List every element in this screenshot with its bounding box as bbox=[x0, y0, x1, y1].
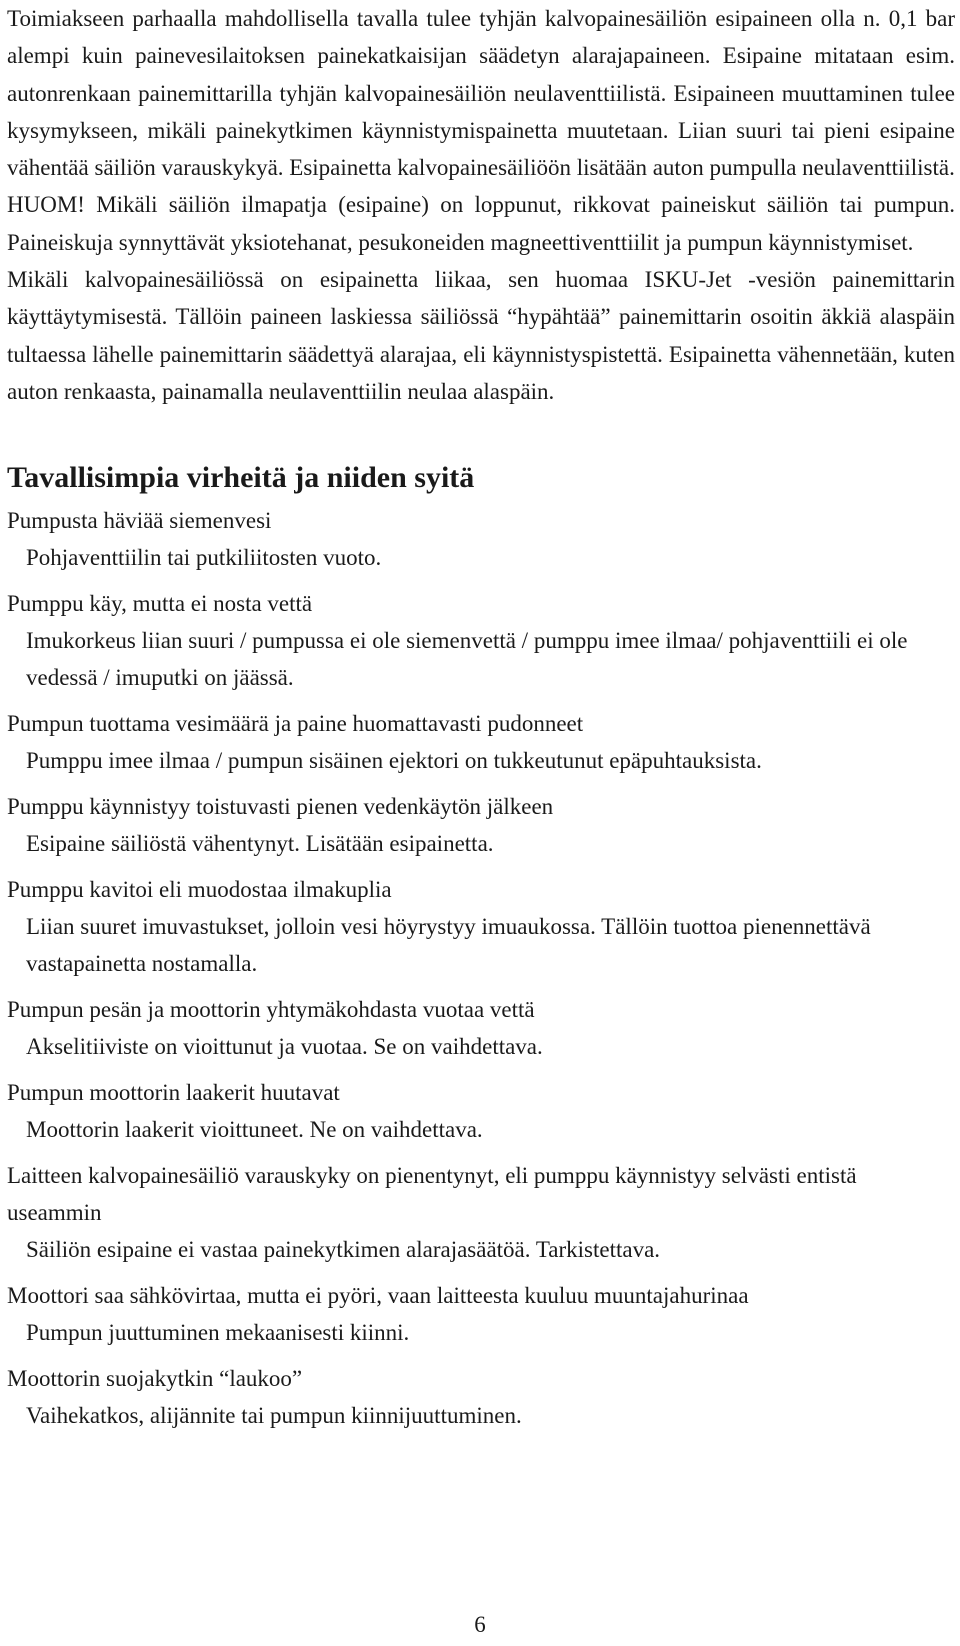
dash-bullet bbox=[7, 1028, 26, 1065]
problem-cause bbox=[7, 622, 955, 696]
document-page bbox=[7, 0, 955, 1443]
intro-paragraph: Mikäli kalvopainesäiliössä on esipainetta liikaa, sen huomaa ISKU-Jet -vesiön painemittarin käyttäytymisestä. Tällöin paineen laskiessa säiliössä “hypähtää” painemittarin osoitin äkkiä alaspäin tultaessa lähelle painemittarin säädettyä alarajaa, eli käynnistyspistettä. Esipainetta vähennetään, kuten auton renkaasta, painamalla neulaventtiilin neulaa alaspäin. bbox=[7, 267, 955, 404]
troubleshooting-item bbox=[7, 585, 955, 696]
problem-title: Pumpun tuottama vesimäärä ja paine huomattavasti pudonneet bbox=[7, 711, 584, 737]
troubleshooting-item bbox=[7, 1277, 955, 1351]
cause-text: Pohjaventtiilin tai putkiliitosten vuoto. bbox=[26, 545, 382, 571]
cause-text: Akselitiiviste on vioittunut ja vuotaa. Se on vaihdettava. bbox=[26, 1034, 543, 1060]
cause-text: Esipaine säiliöstä vähentynyt. Lisätään esipainetta. bbox=[26, 831, 494, 857]
troubleshooting-item bbox=[7, 871, 955, 982]
cause-text: Pumppu imee ilmaa / pumpun sisäinen ejektori on tukkeutunut epäpuhtauksista. bbox=[26, 748, 762, 774]
problem-cause bbox=[7, 1231, 955, 1268]
problem-cause bbox=[7, 539, 955, 576]
problem-title: Moottorin suojakytkin “laukoo” bbox=[7, 1366, 303, 1392]
troubleshooting-item bbox=[7, 705, 955, 779]
troubleshooting-list bbox=[7, 502, 955, 1434]
dash-bullet bbox=[7, 622, 26, 659]
problem-title: Laitteen kalvopainesäiliö varauskyky on pienentynyt, eli pumppu käynnistyy selvästi entistä useammin bbox=[7, 1163, 857, 1226]
troubleshooting-item bbox=[7, 1360, 955, 1434]
problem-cause bbox=[7, 1314, 955, 1351]
dash-bullet bbox=[7, 1397, 26, 1434]
problem-title: Pumpusta häviää siemenvesi bbox=[7, 508, 272, 534]
dash-bullet bbox=[7, 1314, 26, 1351]
cause-text: Moottorin laakerit vioittuneet. Ne on vaihdettava. bbox=[26, 1117, 483, 1143]
dash-bullet bbox=[7, 742, 26, 779]
problem-cause bbox=[7, 1028, 955, 1065]
problem-title: Moottori saa sähkövirtaa, mutta ei pyöri, vaan laitteesta kuuluu muuntajahurinaa bbox=[7, 1283, 749, 1309]
troubleshooting-item bbox=[7, 1157, 955, 1268]
problem-title: Pumppu käy, mutta ei nosta vettä bbox=[7, 591, 313, 617]
cause-text: Imukorkeus liian suuri / pumpussa ei ole siemenvettä / pumppu imee ilmaa/ pohjaventtiili ei ole vedessä / imuputki on jäässä. bbox=[26, 628, 908, 691]
cause-text: Vaihekatkos, alijännite tai pumpun kiinnijuuttuminen. bbox=[26, 1403, 522, 1429]
cause-text: Liian suuret imuvastukset, jolloin vesi höyrystyy imuaukossa. Tällöin tuottoa pienennettävä vastapainetta nostamalla. bbox=[26, 914, 871, 977]
intro-section bbox=[7, 0, 955, 410]
warning-paragraph: HUOM! Mikäli säiliön ilmapatja (esipaine) on loppunut, rikkovat paineiskut säiliön tai pumpun. Paineiskuja synnyttävät yksiotehanat, pesukoneiden magneettiventtiilit ja pumpun käynnistymiset. bbox=[7, 192, 955, 255]
problem-title: Pumppu kavitoi eli muodostaa ilmakuplia bbox=[7, 877, 392, 903]
intro-paragraph: Toimiakseen parhaalla mahdollisella tavalla tulee tyhjän kalvopainesäiliön esipaineen olla n. 0,1 bar alempi kuin painevesilaitoksen painekatkaisijan säädetyn alarajapaineen. Esipaine mitataan esim. autonrenkaan painemittarilla tyhjän kalvopainesäiliön neulaventtiilistä. Esipaineen muuttaminen tulee kysymykseen, mikäli painekytkimen käynnistymispainetta muutetaan. Liian suuri tai pieni esipaine vähentää säiliön varauskykyä. Esipainetta kalvopainesäiliöön lisätään auton pumpulla neulaventtiilistä. bbox=[7, 6, 955, 181]
problem-cause bbox=[7, 1397, 955, 1434]
troubleshooting-item bbox=[7, 502, 955, 576]
section-title: Tavallisimpia virheitä ja niiden syitä bbox=[7, 461, 475, 495]
dash-bullet bbox=[7, 908, 26, 945]
problem-cause bbox=[7, 1111, 955, 1148]
problem-title: Pumpun moottorin laakerit huutavat bbox=[7, 1080, 340, 1106]
problem-cause bbox=[7, 825, 955, 862]
cause-text: Säiliön esipaine ei vastaa painekytkimen alarajasäätöä. Tarkistettava. bbox=[26, 1237, 661, 1263]
page-number: 6 bbox=[474, 1612, 486, 1637]
problem-cause bbox=[7, 908, 955, 982]
dash-bullet bbox=[7, 539, 26, 576]
problem-cause bbox=[7, 742, 955, 779]
problem-title: Pumpun pesän ja moottorin yhtymäkohdasta vuotaa vettä bbox=[7, 997, 535, 1023]
dash-bullet bbox=[7, 825, 26, 862]
dash-bullet bbox=[7, 1111, 26, 1148]
dash-bullet bbox=[7, 1231, 26, 1268]
troubleshooting-item bbox=[7, 788, 955, 862]
cause-text: Pumpun juuttuminen mekaanisesti kiinni. bbox=[26, 1320, 410, 1346]
troubleshooting-item bbox=[7, 991, 955, 1065]
problem-title: Pumppu käynnistyy toistuvasti pienen vedenkäytön jälkeen bbox=[7, 794, 554, 820]
troubleshooting-item bbox=[7, 1074, 955, 1148]
